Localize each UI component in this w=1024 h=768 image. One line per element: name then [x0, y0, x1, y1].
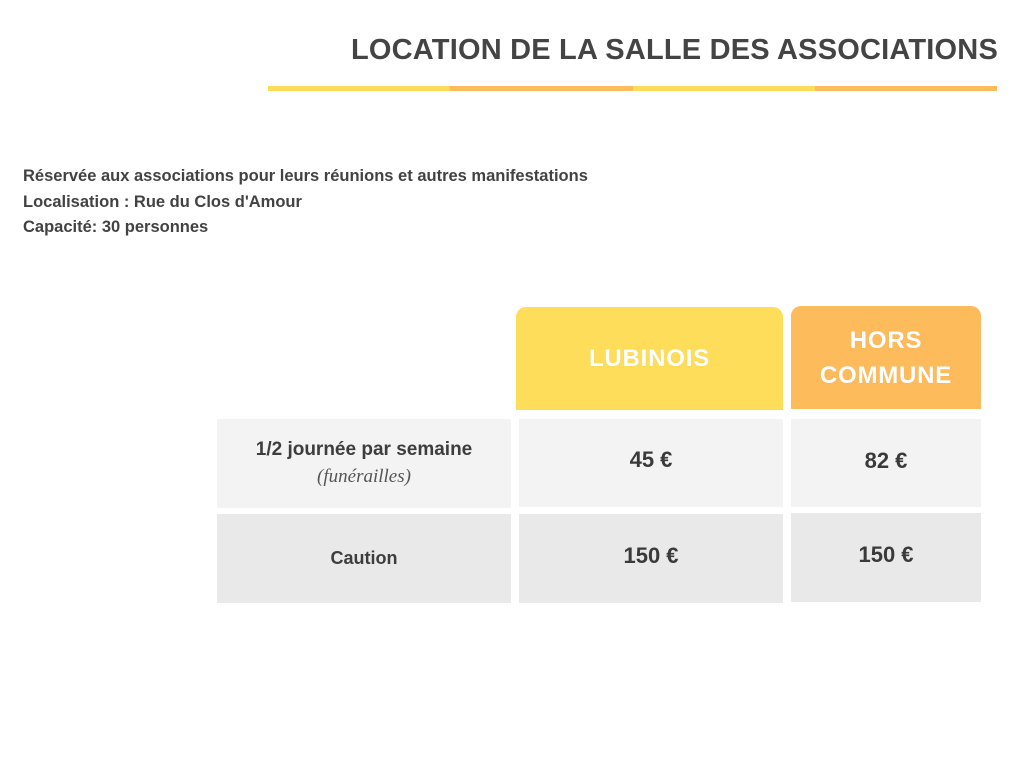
- title-underline: [268, 86, 997, 91]
- page-title: LOCATION DE LA SALLE DES ASSOCIATIONS: [350, 34, 998, 66]
- row-sublabel-text: (funérailles): [317, 466, 411, 487]
- price-cell-caution-lubinois: [519, 514, 783, 603]
- column-header-label: LUBINOIS: [588, 345, 711, 372]
- price-cell-demi-journee-hors-commune: [791, 419, 981, 507]
- price-value: 150 €: [623, 542, 679, 568]
- description-usage: Réservée aux associations pour leurs réunions et autres manifestations: [23, 167, 588, 185]
- price-value: 82 €: [864, 448, 908, 473]
- price-value: 150 €: [858, 541, 914, 567]
- column-header-hors-commune: [791, 306, 981, 409]
- price-cell-demi-journee-lubinois: [519, 419, 783, 507]
- underline-segment: [633, 86, 815, 91]
- description-capacity: Capacité: 30 personnes: [23, 218, 209, 236]
- underline-segment: [815, 86, 997, 91]
- column-header-label: HORS COMMUNE: [819, 326, 953, 389]
- underline-segment: [450, 86, 632, 91]
- price-cell-caution-hors-commune: [791, 513, 981, 602]
- row-label-text: Caution: [330, 548, 398, 568]
- price-value: 45 €: [629, 447, 673, 472]
- row-label-text: 1/2 journée par semaine: [255, 439, 473, 460]
- description-location: Localisation : Rue du Clos d'Amour: [23, 192, 302, 211]
- column-header-lubinois: [516, 307, 783, 410]
- description: [23, 164, 743, 241]
- row-label-demi-journee: [217, 419, 511, 508]
- underline-segment: [268, 86, 450, 91]
- row-label-caution: [217, 514, 511, 603]
